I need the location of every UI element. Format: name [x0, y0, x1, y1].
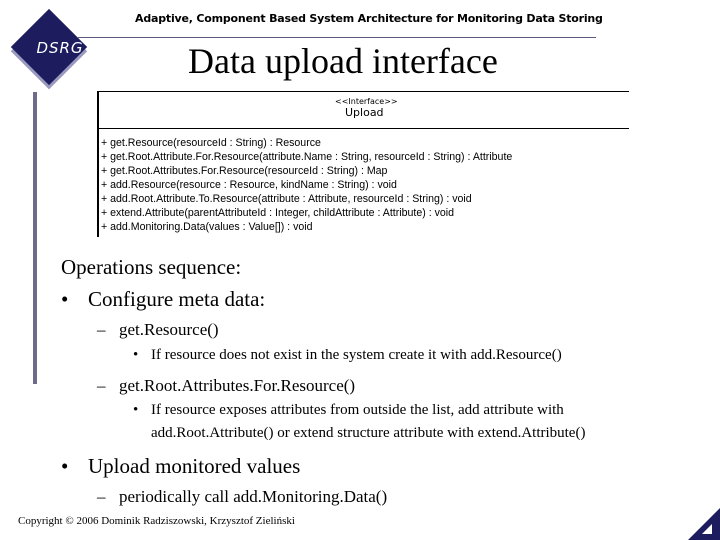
uml-operation: + extend.Attribute(parentAttributeId : Integer, childAttribute : Attribute) : void — [101, 207, 455, 219]
bullet-dot: • — [133, 347, 139, 363]
step-get-resource-text: get.Resource() — [119, 320, 219, 339]
next-slide-arrow-icon[interactable] — [680, 508, 720, 540]
bullet-dot: • — [61, 287, 69, 311]
header-divider — [78, 37, 596, 38]
left-vertical-bar — [33, 92, 37, 384]
note-add-root-attribute — [133, 402, 564, 419]
uml-operation: + get.Resource(resourceId : String) : Resource — [101, 137, 321, 149]
uml-operation: + add.Monitoring.Data(values : Value[]) : void — [101, 221, 313, 233]
step-add-monitoring-data-text: periodically call add.Monitoring.Data() — [119, 487, 388, 506]
uml-operation: + get.Root.Attribute.For.Resource(attribute.Name : String, resourceId : String) : Attribute — [101, 151, 513, 163]
bullet-upload — [61, 454, 300, 479]
header-title: Adaptive, Component Based System Architecture for Monitoring Data Storing — [135, 12, 603, 25]
note-add-resource-text: If resource does not exist in the system create it with add.Resource() — [151, 347, 562, 363]
note-add-root-attribute-line2: add.Root.Attribute() or extend structure attribute with extend.Attribute() — [151, 425, 586, 441]
uml-interface-name: Upload — [345, 106, 384, 119]
bullet-dot: • — [61, 454, 69, 478]
uml-stereotype: <<Interface>> — [335, 97, 398, 106]
dash: – — [97, 320, 106, 339]
step-get-root-attributes-text: get.Root.Attributes.For.Resource() — [119, 376, 356, 395]
step-add-monitoring-data — [97, 487, 387, 507]
note-add-resource — [133, 347, 562, 364]
uml-operation: + add.Resource(resource : Resource, kindName : String) : void — [101, 179, 397, 191]
uml-separator — [98, 128, 629, 129]
note-add-root-attribute-line1: If resource exposes attributes from outside the list, add attribute with — [151, 402, 564, 418]
bullet-configure — [61, 287, 265, 312]
operations-heading: Operations sequence: — [61, 255, 242, 279]
step-get-resource — [97, 320, 219, 340]
dash: – — [97, 487, 106, 506]
slide-title: Data upload interface — [188, 41, 498, 81]
bullet-dot: • — [133, 402, 139, 418]
copyright: Copyright © 2006 Dominik Radziszowski, Krzysztof Zieliński — [18, 515, 295, 527]
logo-text: DSRG — [36, 39, 84, 57]
dash: – — [97, 376, 106, 395]
configure-text: Configure meta data: — [88, 287, 266, 311]
step-get-root-attributes — [97, 376, 355, 396]
uml-operation-list — [101, 136, 512, 234]
uml-operation: + add.Root.Attribute.To.Resource(attribute : Attribute, resourceId : String) : void — [101, 193, 472, 205]
uml-operation: + get.Root.Attributes.For.Resource(resourceId : String) : Map — [101, 165, 388, 177]
upload-text: Upload monitored values — [88, 454, 301, 478]
